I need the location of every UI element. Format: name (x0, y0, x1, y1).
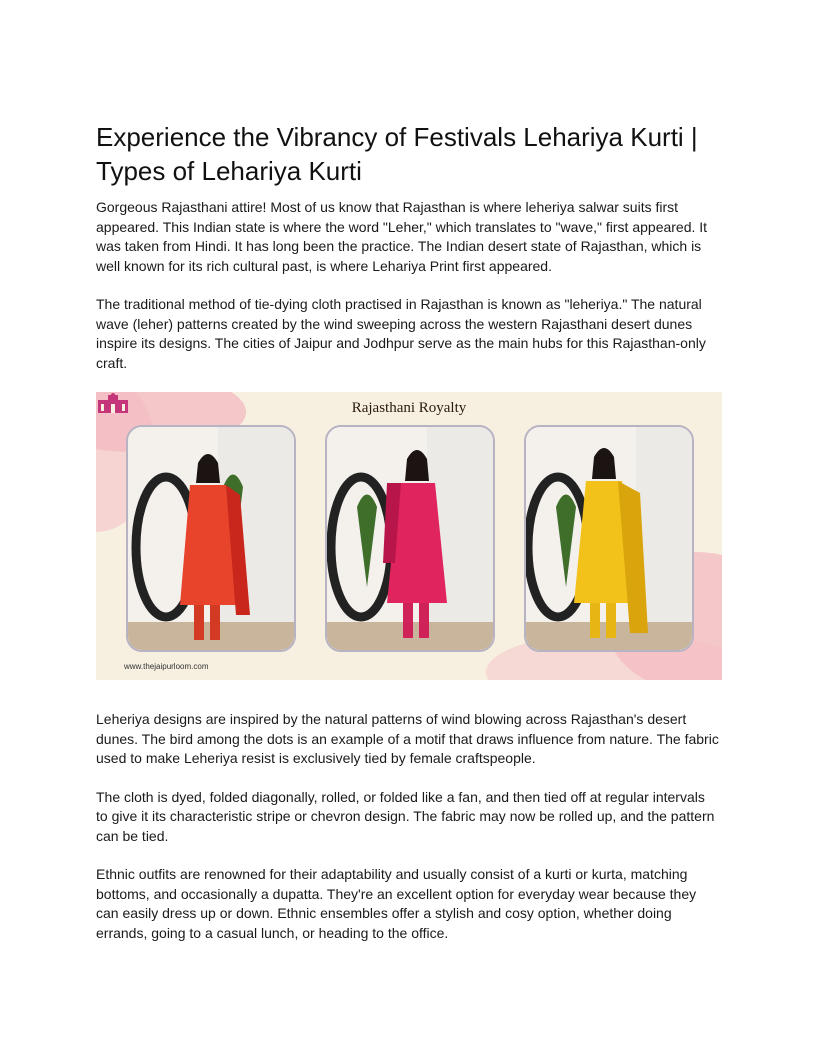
palace-logo-icon (96, 392, 130, 414)
product-banner-image (96, 392, 722, 680)
paragraph-5: Ethnic outfits are renowned for their adaptability and usually consist of a kurti or kurta, matching bottoms, and occasionally a dupatta. They're an excellent option for everyday wear because they can easily dress up or down. Ethnic ensembles offer a stylish and cosy option, whether doing errands, going to a casual lunch, or heading to the office. (96, 866, 697, 941)
paragraph-2: The traditional method of tie-dying cloth practised in Rajasthan is known as "leheriya." The natural wave (leher) patterns created by the wind sweeping across the western Rajasthani desert dunes inspire its designs. The cities of Jaipur and Jodhpur serve as the main hubs for this Rajasthan-only craft. (96, 296, 706, 371)
product-photo-red (126, 425, 296, 652)
banner-url: www.thejaipurloom.com (124, 662, 209, 671)
document-page (96, 120, 720, 962)
paragraph-4: The cloth is dyed, folded diagonally, rolled, or folded like a fan, and then tied off at regular intervals to give it its characteristic stripe or chevron design. The fabric may now be rolled up, and the pattern can be tied. (96, 788, 715, 844)
product-photo-pink (325, 425, 495, 652)
product-photo-yellow (524, 425, 694, 652)
banner-title: Rajasthani Royalty (351, 400, 467, 416)
paragraph-3: Leheriya designs are inspired by the natural patterns of wind blowing across Rajasthan's desert dunes. The bird among the dots is an example of a motif that draws influence from nature. The fabric used to make Leheriya resist is exclusively tied by female craftspeople. (96, 711, 719, 766)
paragraph-1: Gorgeous Rajasthani attire! Most of us know that Rajasthan is where leheriya salwar suits first appeared. This Indian state is where the word "Leher," which translates to "wave," first appeared. It was taken from Hindi. It has long been the practice. The Indian desert state of Rajasthan, which is well known for its rich cultural past, is where Lehariya Print first appeared. (96, 199, 708, 274)
page-title: Experience the Vibrancy of Festivals Lehariya Kurti | Types of Lehariya Kurti (96, 122, 698, 186)
